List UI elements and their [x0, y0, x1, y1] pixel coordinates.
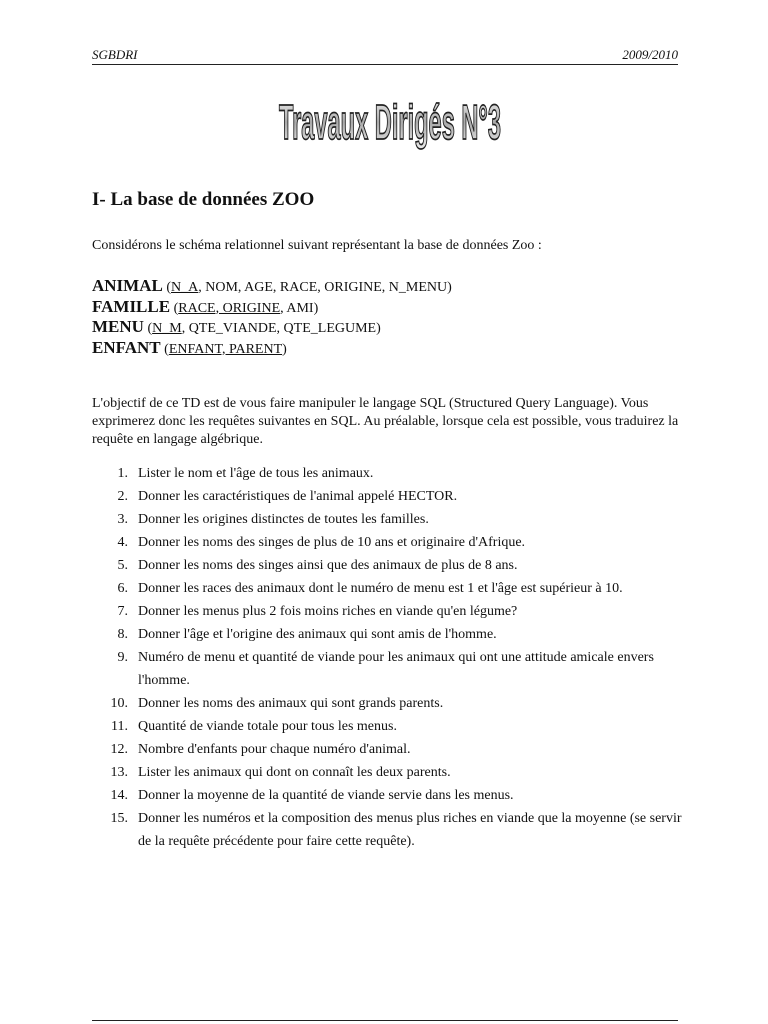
schema-relation-enfant: [92, 338, 682, 359]
list-item-text: Donner les noms des singes ainsi que des animaux de plus de 8 ans.: [138, 558, 518, 573]
page-header: [92, 46, 678, 65]
relation-key: N_A: [171, 280, 199, 295]
wordart-title: [270, 84, 510, 176]
list-item-text: Donner les caractéristiques de l'animal appelé HECTOR.: [138, 489, 458, 504]
relation-open: (: [143, 321, 153, 336]
header-course: SGBDRI: [92, 47, 138, 62]
relational-schema: [92, 276, 682, 358]
list-item-number: 7.: [117, 604, 128, 619]
list-item-number: 3.: [117, 512, 128, 527]
list-item-number: 8.: [117, 627, 128, 642]
list-item-number: 14.: [110, 788, 128, 803]
schema-relation-animal: [92, 276, 682, 297]
list-item: [92, 715, 682, 738]
list-item: [92, 761, 682, 784]
list-item-number: 15.: [110, 811, 128, 826]
relation-attributes: , AMI): [280, 300, 319, 316]
list-item-number: 12.: [110, 742, 128, 757]
relation-attributes: , QTE_VIANDE, QTE_LEGUME): [181, 321, 381, 336]
list-item: [92, 646, 682, 692]
list-item: [92, 738, 682, 761]
list-item-text: Donner les menus plus 2 fois moins riches en viande qu'en légume?: [138, 604, 518, 619]
list-item: [92, 508, 682, 531]
relation-open: (: [170, 300, 179, 316]
list-item: [92, 554, 682, 577]
schema-relation-famille: [92, 297, 682, 318]
relation-name: MENU: [92, 317, 144, 336]
list-item: [92, 462, 682, 485]
list-item-number: 10.: [110, 696, 128, 711]
list-item-text: Numéro de menu et quantité de viande pour les animaux qui ont une attitude amicale envers l'homme.: [138, 650, 654, 688]
relation-name: FAMILLE: [92, 296, 171, 316]
header-year: 2009/2010: [622, 47, 678, 62]
list-item-text: Donner les races des animaux dont le numéro de menu est 1 et l'âge est supérieur à 10.: [138, 581, 623, 596]
list-item-text: Nombre d'enfants pour chaque numéro d'animal.: [138, 742, 411, 757]
relation-attributes: , NOM, AGE, RACE, ORIGINE, N_MENU): [198, 280, 452, 295]
relation-key: RACE, ORIGINE: [178, 300, 281, 316]
section-title: I- La base de données ZOO: [92, 189, 315, 210]
list-item-text: Donner l'âge et l'origine des animaux qui sont amis de l'homme.: [138, 627, 497, 642]
objective-paragraph: L'objectif de ce TD est de vous faire manipuler le langage SQL (Structured Query Language). Vous exprimerez donc les requêtes suivantes en SQL. Au préalable, lorsque cela est possible, vous traduirez la requête en langage algébrique.: [92, 396, 679, 447]
list-item-text: Donner les noms des singes de plus de 10 ans et originaire d'Afrique.: [138, 535, 526, 550]
list-item: [92, 531, 682, 554]
schema-relation-menu: [92, 317, 682, 338]
list-item: [92, 784, 682, 807]
list-item: [92, 807, 682, 853]
list-item-number: 6.: [117, 581, 128, 596]
list-item-text: Donner la moyenne de la quantité de viande servie dans les menus.: [138, 788, 514, 803]
list-item: [92, 600, 682, 623]
list-item-text: Quantité de viande totale pour tous les menus.: [138, 719, 397, 734]
footer-divider: [92, 1020, 678, 1021]
relation-open: (: [160, 341, 169, 357]
relation-open: (: [162, 280, 172, 295]
list-item-number: 1.: [117, 466, 128, 481]
list-item-text: Donner les noms des animaux qui sont grands parents.: [138, 696, 444, 711]
list-item-number: 5.: [117, 558, 128, 573]
list-item-text: Donner les numéros et la composition des menus plus riches en viande que la moyenne (se servir de la requête précédente pour faire cette requête).: [138, 811, 682, 849]
list-item: [92, 692, 682, 715]
list-item-text: Lister le nom et l'âge de tous les animaux.: [138, 466, 374, 481]
question-list: [92, 462, 682, 853]
list-item: [92, 485, 682, 508]
list-item-text: Lister les animaux qui dont on connaît les deux parents.: [138, 765, 451, 780]
intro-paragraph: Considérons le schéma relationnel suivant représentant la base de données Zoo :: [92, 238, 542, 253]
relation-name: ANIMAL: [92, 276, 163, 295]
list-item-text: Donner les origines distinctes de toutes les familles.: [138, 512, 429, 527]
wordart-text: Travaux Dirigés N°3: [279, 94, 501, 150]
list-item-number: 2.: [117, 489, 128, 504]
list-item: [92, 623, 682, 646]
list-item-number: 13.: [110, 765, 128, 780]
list-item-number: 11.: [111, 719, 128, 734]
relation-attributes: ): [282, 341, 287, 357]
relation-key: ENFANT, PARENT: [168, 341, 283, 357]
list-item: [92, 577, 682, 600]
list-item-number: 4.: [117, 535, 128, 550]
list-item-number: 9.: [117, 650, 128, 665]
relation-key: N_M: [152, 321, 182, 336]
relation-name: ENFANT: [92, 337, 161, 357]
